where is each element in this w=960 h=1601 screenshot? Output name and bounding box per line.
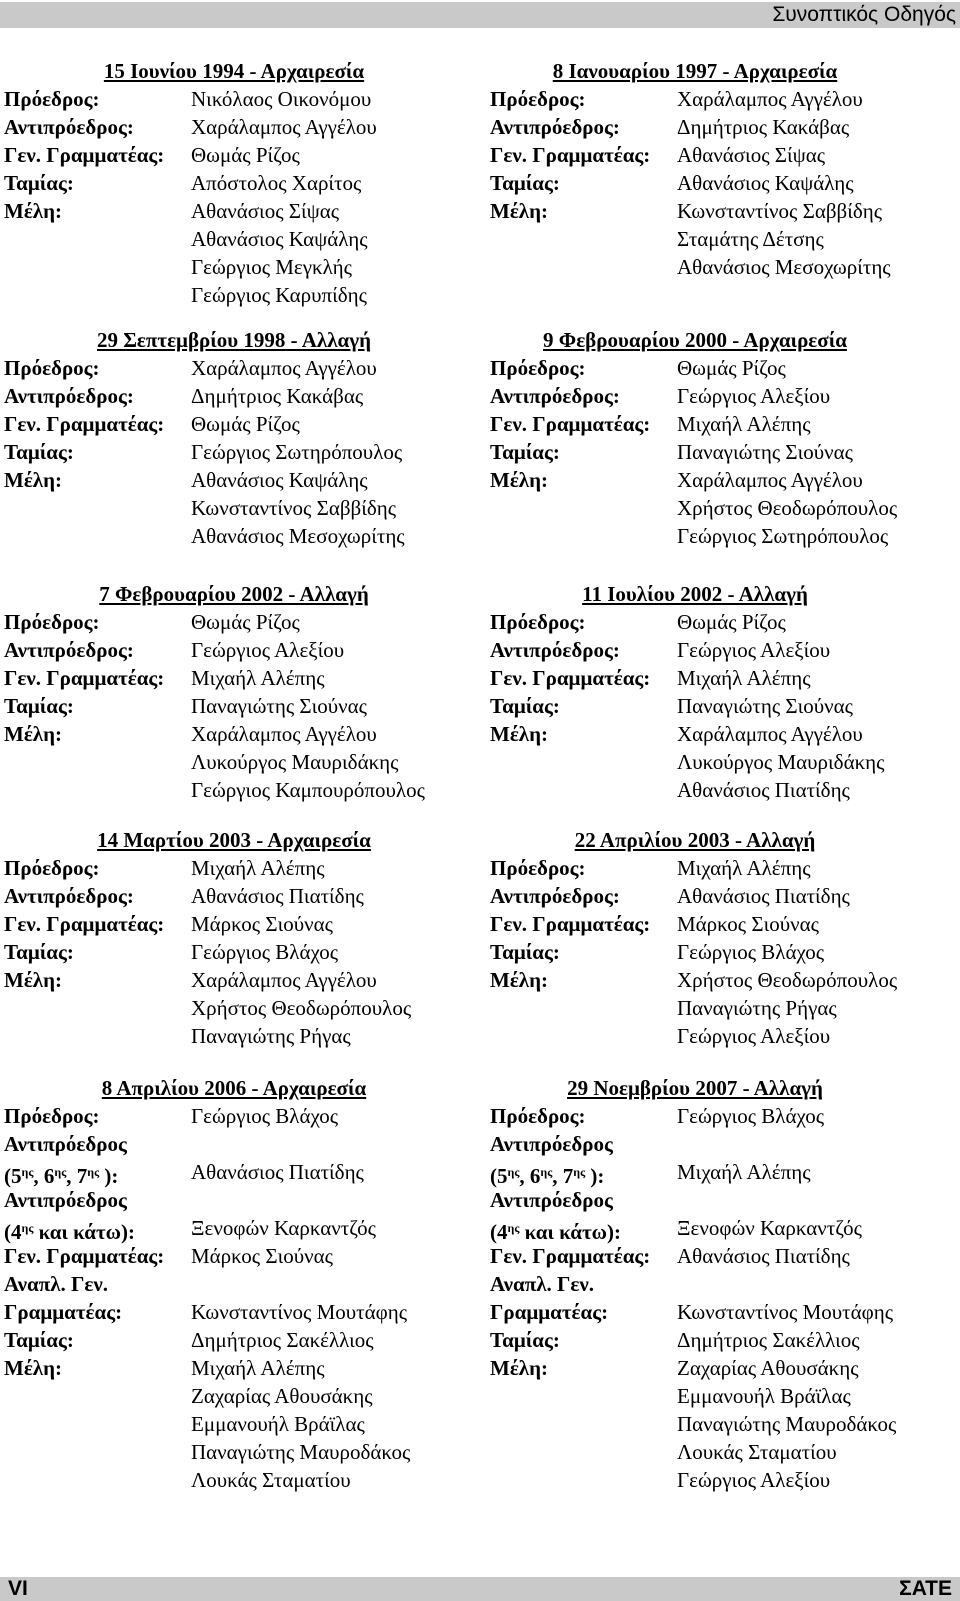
- board-title: 15 Ιουνίου 1994 - Αρχαιρεσία: [103, 59, 365, 83]
- vice-president-row: [490, 113, 960, 141]
- president-row: [490, 854, 960, 882]
- vice-president-lower-label-line: ($4^{\eta\varsigma}$ και κάτω):: [4, 1220, 135, 1244]
- footer-bar: [0, 1577, 960, 1601]
- vice-president-upper-label-line: Αντιπρόεδρος: [490, 1132, 613, 1156]
- gen-secretary-name: Μάρκος Σιούνας: [677, 912, 819, 936]
- gen-secretary-label: Γεν. Γραμματέας:: [490, 1244, 651, 1268]
- gen-secretary-values: [191, 1242, 333, 1270]
- board-section: [4, 57, 474, 309]
- vice-president-name: Γεώργιος Αλεξίου: [191, 638, 345, 662]
- gen-secretary-values: [677, 410, 811, 438]
- treasurer-label: Ταμίας:: [490, 694, 560, 718]
- gen-secretary-name: Μιχαήλ Αλέπης: [191, 666, 325, 690]
- member-name: Γεώργιος Καρυπίδης: [191, 283, 367, 307]
- board-section: [4, 826, 474, 1050]
- vice-president-upper-label: [4, 1130, 191, 1186]
- treasurer-label: Ταμίας:: [4, 694, 74, 718]
- president-values: [677, 354, 786, 382]
- deputy-secretary-values: [677, 1270, 893, 1326]
- president-values: [191, 1102, 338, 1130]
- member-name: Χαράλαμπος Αγγέλου: [677, 722, 863, 746]
- board-section: [4, 580, 474, 804]
- vice-president-upper-label-line: ($5^{\eta\varsigma}$, $6^{\eta\varsigma}$, $7^{\eta\varsigma}$ ):: [4, 1164, 119, 1188]
- gen-secretary-values: [191, 141, 300, 169]
- vice-president-label: Αντιπρόεδρος:: [4, 115, 134, 139]
- president-row: [490, 608, 960, 636]
- president-values: [677, 854, 811, 882]
- president-name: Γεώργιος Βλάχος: [191, 1104, 339, 1128]
- member-name: Παναγιώτης Ρήγας: [677, 996, 837, 1020]
- treasurer-values: [677, 938, 824, 966]
- member-name: Εμμανουήλ Βράϊλας: [677, 1384, 851, 1408]
- member-name: Χαράλαμπος Αγγέλου: [191, 722, 377, 746]
- members-label: Μέλη:: [490, 468, 549, 492]
- member-name: Εμμανουήλ Βράϊλας: [191, 1412, 365, 1436]
- gen-secretary-name: Μιχαήλ Αλέπης: [677, 666, 811, 690]
- board-section: [490, 1074, 960, 1494]
- treasurer-values: [191, 692, 367, 720]
- vice-president-row: [4, 882, 474, 910]
- treasurer-row: [490, 692, 960, 720]
- deputy-secretary-name: Κωνσταντίνος Μουτάφης: [677, 1300, 894, 1324]
- gen-secretary-row: [4, 410, 474, 438]
- treasurer-row: [490, 169, 960, 197]
- vice-president-upper-row: [4, 1130, 474, 1186]
- gen-secretary-values: [191, 410, 300, 438]
- gen-secretary-values: [677, 1242, 850, 1270]
- members-row: [4, 720, 474, 804]
- president-values: [191, 608, 300, 636]
- president-row: [490, 354, 960, 382]
- member-name: Αθανάσιος Σίψας: [191, 199, 340, 223]
- gen-secretary-row: [490, 664, 960, 692]
- members-label: Μέλη:: [4, 1356, 63, 1380]
- treasurer-name: Παναγιώτης Σιούνας: [677, 440, 853, 464]
- treasurer-values: [191, 438, 402, 466]
- vice-president-lower-label-line: Αντιπρόεδρος: [490, 1188, 613, 1212]
- president-label: Πρόεδρος:: [4, 356, 100, 380]
- member-name: Λυκούργος Μαυριδάκης: [191, 750, 399, 774]
- treasurer-name: Αθανάσιος Καψάλης: [677, 171, 854, 195]
- footer-org: ΣΑΤΕ: [899, 1577, 952, 1600]
- gen-secretary-label: Γεν. Γραμματέας:: [490, 666, 651, 690]
- gen-secretary-label: Γεν. Γραμματέας:: [4, 412, 165, 436]
- president-row: [4, 854, 474, 882]
- gen-secretary-row: [4, 141, 474, 169]
- treasurer-label: Ταμίας:: [4, 440, 74, 464]
- president-label: Πρόεδρος:: [490, 87, 586, 111]
- members-list: [191, 197, 368, 309]
- vice-president-upper-row: [490, 1130, 960, 1186]
- vice-president-values: [677, 882, 850, 910]
- treasurer-name: Γεώργιος Βλάχος: [191, 940, 339, 964]
- member-name: Ζαχαρίας Αθουσάκης: [677, 1356, 859, 1380]
- gen-secretary-name: Αθανάσιος Σίψας: [677, 143, 826, 167]
- gen-secretary-label: Γεν. Γραμματέας:: [4, 912, 165, 936]
- vice-president-upper-label: [490, 1130, 677, 1186]
- vice-president-label: Αντιπρόεδρος:: [4, 884, 134, 908]
- board-title: 8 Ιανουαρίου 1997 - Αρχαιρεσία: [552, 59, 838, 83]
- gen-secretary-row: [490, 410, 960, 438]
- gen-secretary-name: Θωμάς Ρίζος: [191, 143, 300, 167]
- members-label: Μέλη:: [4, 468, 63, 492]
- member-name: Λουκάς Σταματίου: [191, 1468, 351, 1492]
- vice-president-values: [191, 636, 344, 664]
- treasurer-name: Παναγιώτης Σιούνας: [191, 694, 367, 718]
- member-name: Αθανάσιος Καψάλης: [191, 468, 368, 492]
- treasurer-label: Ταμίας:: [490, 940, 560, 964]
- members-row: [490, 197, 960, 281]
- gen-secretary-values: [191, 910, 333, 938]
- members-label: Μέλη:: [490, 722, 549, 746]
- president-name: Γεώργιος Βλάχος: [677, 1104, 825, 1128]
- president-row: [4, 1102, 474, 1130]
- board-title: 14 Μαρτίου 2003 - Αρχαιρεσία: [97, 828, 371, 852]
- board-section: [4, 1074, 474, 1494]
- president-name: Μιχαήλ Αλέπης: [677, 856, 811, 880]
- members-list: [191, 466, 405, 550]
- vice-president-label: Αντιπρόεδρος:: [490, 115, 620, 139]
- members-row: [4, 1354, 474, 1494]
- board-title: 8 Απριλίου 2006 - Αρχαιρεσία: [101, 1076, 367, 1100]
- president-name: Χαράλαμπος Αγγέλου: [191, 356, 377, 380]
- vice-president-lower-row: [490, 1186, 960, 1242]
- president-label: Πρόεδρος:: [490, 356, 586, 380]
- deputy-secretary-label-line: Γραμματέας:: [490, 1300, 609, 1324]
- member-name: Χαράλαμπος Αγγέλου: [191, 968, 377, 992]
- president-row: [4, 608, 474, 636]
- gen-secretary-values: [677, 141, 825, 169]
- deputy-secretary-label: [490, 1270, 677, 1326]
- treasurer-row: [4, 438, 474, 466]
- president-name: Χαράλαμπος Αγγέλου: [677, 87, 863, 111]
- vice-president-values: [191, 882, 364, 910]
- president-label: Πρόεδρος:: [4, 1104, 100, 1128]
- treasurer-values: [677, 438, 853, 466]
- treasurer-name: Γεώργιος Βλάχος: [677, 940, 825, 964]
- vice-president-row: [4, 636, 474, 664]
- president-row: [4, 354, 474, 382]
- member-name: Μιχαήλ Αλέπης: [191, 1356, 325, 1380]
- deputy-secretary-label: [4, 1270, 191, 1326]
- vice-president-values: [677, 636, 830, 664]
- vice-president-label: Αντιπρόεδρος:: [490, 638, 620, 662]
- member-name: Αθανάσιος Πιατίδης: [677, 778, 850, 802]
- president-name: Θωμάς Ρίζος: [191, 610, 300, 634]
- vice-president-upper-name: Μιχαήλ Αλέπης: [677, 1160, 811, 1184]
- members-row: [490, 720, 960, 804]
- president-values: [191, 854, 325, 882]
- member-name: Χρήστος Θεοδωρόπουλος: [191, 996, 412, 1020]
- treasurer-values: [191, 938, 338, 966]
- gen-secretary-row: [490, 141, 960, 169]
- treasurer-row: [4, 1326, 474, 1354]
- vice-president-lower-label-line: ($4^{\eta\varsigma}$ και κάτω):: [490, 1220, 621, 1244]
- gen-secretary-name: Αθανάσιος Πιατίδης: [677, 1244, 850, 1268]
- member-name: Παναγιώτης Ρήγας: [191, 1024, 351, 1048]
- vice-president-values: [191, 113, 377, 141]
- president-label: Πρόεδρος:: [4, 856, 100, 880]
- members-label: Μέλη:: [490, 1356, 549, 1380]
- vice-president-upper-label-line: Αντιπρόεδρος: [4, 1132, 127, 1156]
- board-section: [490, 580, 960, 804]
- members-list: [677, 720, 884, 804]
- gen-secretary-row: [490, 910, 960, 938]
- treasurer-label: Ταμίας:: [490, 171, 560, 195]
- members-list: [191, 1354, 410, 1494]
- deputy-secretary-label-line: Αναπλ. Γεν.: [4, 1272, 108, 1296]
- treasurer-label: Ταμίας:: [490, 440, 560, 464]
- members-row: [490, 1354, 960, 1494]
- members-row: [490, 466, 960, 550]
- treasurer-values: [191, 1326, 374, 1354]
- members-row: [4, 197, 474, 309]
- header-title: Συνοπτικός Οδηγός: [772, 3, 956, 26]
- vice-president-lower-label-line: Αντιπρόεδρος: [4, 1188, 127, 1212]
- members-list: [677, 966, 897, 1050]
- member-name: Κωνσταντίνος Σαββίδης: [191, 496, 397, 520]
- board-title: 29 Νοεμβρίου 2007 - Αλλαγή: [567, 1076, 823, 1100]
- member-name: Χρήστος Θεοδωρόπουλος: [677, 968, 898, 992]
- members-list: [191, 966, 411, 1050]
- deputy-secretary-name: Κωνσταντίνος Μουτάφης: [191, 1300, 408, 1324]
- members-row: [4, 466, 474, 550]
- gen-secretary-name: Μιχαήλ Αλέπης: [677, 412, 811, 436]
- member-name: Γεώργιος Αλεξίου: [677, 1468, 831, 1492]
- president-values: [191, 354, 377, 382]
- vice-president-name: Δημήτριος Κακάβας: [191, 384, 364, 408]
- gen-secretary-values: [677, 664, 811, 692]
- vice-president-name: Γεώργιος Αλεξίου: [677, 638, 831, 662]
- treasurer-row: [490, 438, 960, 466]
- gen-secretary-label: Γεν. Γραμματέας:: [490, 143, 651, 167]
- vice-president-upper-values: [191, 1130, 364, 1186]
- vice-president-row: [4, 113, 474, 141]
- members-list: [677, 466, 897, 550]
- members-row: [490, 966, 960, 1050]
- board-title: 7 Φεβρουαρίου 2002 - Αλλαγή: [99, 582, 369, 606]
- header-bar: [0, 2, 960, 28]
- treasurer-row: [490, 1326, 960, 1354]
- president-name: Θωμάς Ρίζος: [677, 610, 786, 634]
- board-title: 9 Φεβρουαρίου 2000 - Αρχαιρεσία: [543, 328, 847, 352]
- member-name: Λουκάς Σταματίου: [677, 1440, 837, 1464]
- board-section: [490, 826, 960, 1050]
- gen-secretary-label: Γεν. Γραμματέας:: [4, 143, 165, 167]
- vice-president-values: [191, 382, 363, 410]
- member-name: Παναγιώτης Μαυροδάκος: [677, 1412, 897, 1436]
- gen-secretary-label: Γεν. Γραμματέας:: [490, 912, 651, 936]
- gen-secretary-name: Μάρκος Σιούνας: [191, 912, 333, 936]
- treasurer-label: Ταμίας:: [4, 171, 74, 195]
- vice-president-lower-name: Ξενοφών Καρκαντζός: [191, 1216, 376, 1240]
- members-list: [191, 720, 425, 804]
- member-name: Αθανάσιος Καψάλης: [191, 227, 368, 251]
- deputy-secretary-label-line: Γραμματέας:: [4, 1300, 123, 1324]
- vice-president-name: Δημήτριος Κακάβας: [677, 115, 850, 139]
- deputy-secretary-row: [490, 1270, 960, 1326]
- president-label: Πρόεδρος:: [490, 856, 586, 880]
- members-label: Μέλη:: [4, 968, 63, 992]
- members-list: [677, 1354, 896, 1494]
- gen-secretary-row: [4, 1242, 474, 1270]
- treasurer-row: [4, 938, 474, 966]
- treasurer-label: Ταμίας:: [490, 1328, 560, 1352]
- members-label: Μέλη:: [4, 199, 63, 223]
- vice-president-lower-name: Ξενοφών Καρκαντζός: [677, 1216, 862, 1240]
- member-name: Γεώργιος Σωτηρόπουλος: [677, 524, 889, 548]
- board-title: 29 Σεπτεμβρίου 1998 - Αλλαγή: [96, 328, 372, 352]
- members-label: Μέλη:: [490, 968, 549, 992]
- treasurer-values: [677, 169, 854, 197]
- vice-president-upper-values: [677, 1130, 811, 1186]
- gen-secretary-row: [4, 664, 474, 692]
- treasurer-name: Δημήτριος Σακέλλιος: [191, 1328, 374, 1352]
- gen-secretary-values: [191, 664, 325, 692]
- member-name: Αθανάσιος Μεσοχωρίτης: [677, 255, 891, 279]
- vice-president-name: Χαράλαμπος Αγγέλου: [191, 115, 377, 139]
- president-label: Πρόεδρος:: [490, 610, 586, 634]
- president-values: [191, 85, 371, 113]
- vice-president-name: Γεώργιος Αλεξίου: [677, 384, 831, 408]
- vice-president-row: [490, 636, 960, 664]
- board-section: [4, 326, 474, 550]
- vice-president-values: [677, 382, 830, 410]
- member-name: Γεώργιος Μεγκλής: [191, 255, 352, 279]
- president-row: [490, 1102, 960, 1130]
- president-values: [677, 1102, 824, 1130]
- member-name: Κωνσταντίνος Σαββίδης: [677, 199, 883, 223]
- vice-president-label: Αντιπρόεδρος:: [490, 384, 620, 408]
- president-row: [4, 85, 474, 113]
- board-section: [490, 57, 960, 281]
- members-label: Μέλη:: [490, 199, 549, 223]
- treasurer-name: Απόστολος Χαρίτος: [191, 171, 362, 195]
- president-name: Θωμάς Ρίζος: [677, 356, 786, 380]
- president-name: Νικόλαος Οικονόμου: [191, 87, 372, 111]
- vice-president-row: [490, 882, 960, 910]
- member-name: Παναγιώτης Μαυροδάκος: [191, 1440, 411, 1464]
- gen-secretary-row: [4, 910, 474, 938]
- deputy-secretary-label-line: Αναπλ. Γεν.: [490, 1272, 594, 1296]
- member-name: Γεώργιος Καμπουρόπουλος: [191, 778, 425, 802]
- vice-president-lower-label: [4, 1186, 191, 1242]
- board-title: 22 Απριλίου 2003 - Αλλαγή: [574, 828, 816, 852]
- member-name: Χαράλαμπος Αγγέλου: [677, 468, 863, 492]
- gen-secretary-values: [677, 910, 819, 938]
- member-name: Χρήστος Θεοδωρόπουλος: [677, 496, 898, 520]
- treasurer-row: [4, 169, 474, 197]
- vice-president-lower-values: [191, 1186, 376, 1242]
- member-name: Σταμάτης Δέτσης: [677, 227, 824, 251]
- vice-president-row: [490, 382, 960, 410]
- members-row: [4, 966, 474, 1050]
- board-title: 11 Ιουλίου 2002 - Αλλαγή: [582, 582, 808, 606]
- president-label: Πρόεδρος:: [4, 87, 100, 111]
- gen-secretary-name: Μάρκος Σιούνας: [191, 1244, 333, 1268]
- vice-president-name: Αθανάσιος Πιατίδης: [191, 884, 364, 908]
- president-values: [677, 608, 786, 636]
- vice-president-values: [677, 113, 849, 141]
- member-name: Αθανάσιος Μεσοχωρίτης: [191, 524, 405, 548]
- vice-president-name: Αθανάσιος Πιατίδης: [677, 884, 850, 908]
- president-name: Μιχαήλ Αλέπης: [191, 856, 325, 880]
- deputy-secretary-values: [191, 1270, 407, 1326]
- treasurer-values: [677, 1326, 860, 1354]
- gen-secretary-name: Θωμάς Ρίζος: [191, 412, 300, 436]
- vice-president-lower-label: [490, 1186, 677, 1242]
- member-name: Γεώργιος Αλεξίου: [677, 1024, 831, 1048]
- gen-secretary-row: [490, 1242, 960, 1270]
- vice-president-upper-label-line: ($5^{\eta\varsigma}$, $6^{\eta\varsigma}$, $7^{\eta\varsigma}$ ):: [490, 1164, 605, 1188]
- page-number: VI: [8, 1577, 28, 1600]
- treasurer-name: Δημήτριος Σακέλλιος: [677, 1328, 860, 1352]
- deputy-secretary-row: [4, 1270, 474, 1326]
- gen-secretary-label: Γεν. Γραμματέας:: [4, 666, 165, 690]
- treasurer-label: Ταμίας:: [4, 1328, 74, 1352]
- gen-secretary-label: Γεν. Γραμματέας:: [490, 412, 651, 436]
- members-list: [677, 197, 891, 281]
- vice-president-upper-name: Αθανάσιος Πιατίδης: [191, 1160, 364, 1184]
- vice-president-label: Αντιπρόεδρος:: [4, 384, 134, 408]
- treasurer-name: Γεώργιος Σωτηρόπουλος: [191, 440, 403, 464]
- treasurer-values: [677, 692, 853, 720]
- president-label: Πρόεδρος:: [4, 610, 100, 634]
- president-values: [677, 85, 863, 113]
- treasurer-values: [191, 169, 361, 197]
- president-label: Πρόεδρος:: [490, 1104, 586, 1128]
- president-row: [490, 85, 960, 113]
- member-name: Ζαχαρίας Αθουσάκης: [191, 1384, 373, 1408]
- treasurer-name: Παναγιώτης Σιούνας: [677, 694, 853, 718]
- treasurer-label: Ταμίας:: [4, 940, 74, 964]
- board-section: [490, 326, 960, 550]
- treasurer-row: [490, 938, 960, 966]
- vice-president-label: Αντιπρόεδρος:: [490, 884, 620, 908]
- members-label: Μέλη:: [4, 722, 63, 746]
- treasurer-row: [4, 692, 474, 720]
- vice-president-lower-row: [4, 1186, 474, 1242]
- gen-secretary-label: Γεν. Γραμματέας:: [4, 1244, 165, 1268]
- vice-president-lower-values: [677, 1186, 862, 1242]
- member-name: Λυκούργος Μαυριδάκης: [677, 750, 885, 774]
- vice-president-row: [4, 382, 474, 410]
- vice-president-label: Αντιπρόεδρος:: [4, 638, 134, 662]
